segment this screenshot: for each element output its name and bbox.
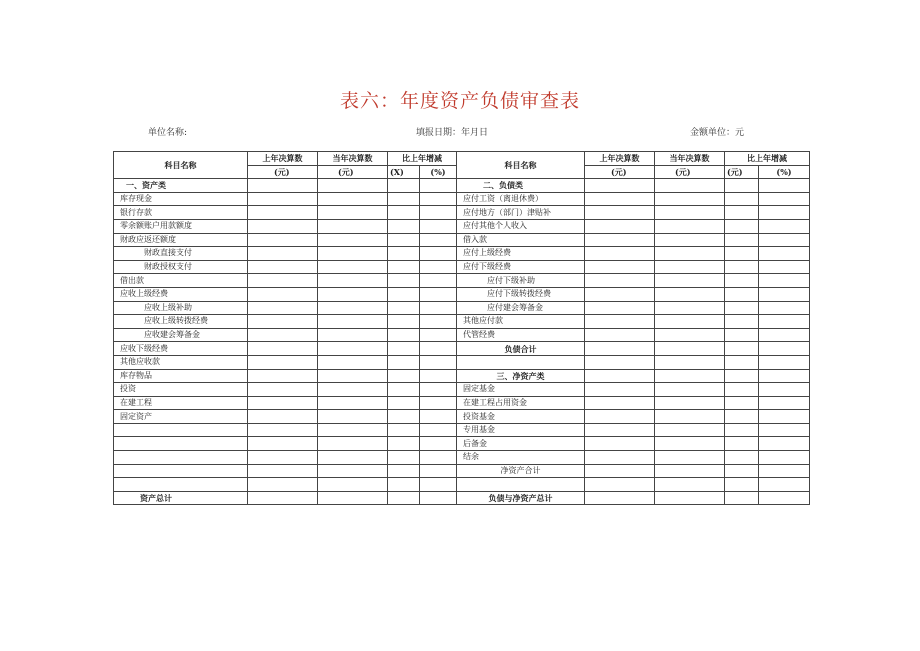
left-value-cell: [248, 233, 318, 247]
header-unit-yuan: (元): [585, 165, 655, 179]
right-subject-cell: [457, 355, 585, 369]
header-unit-yuan: (元): [318, 165, 388, 179]
right-value-cell: [759, 369, 810, 383]
table-row: [114, 274, 810, 288]
right-value-cell: [725, 410, 759, 424]
left-value-cell: [420, 355, 457, 369]
left-value-cell: [318, 383, 388, 397]
right-value-cell: [759, 437, 810, 451]
left-subject-cell: 资产总计: [114, 491, 248, 505]
left-value-cell: [318, 396, 388, 410]
left-value-cell: [388, 287, 420, 301]
left-value-cell: [388, 260, 420, 274]
left-value-cell: [388, 383, 420, 397]
right-value-cell: [655, 478, 725, 492]
left-value-cell: [388, 464, 420, 478]
right-value-cell: [655, 287, 725, 301]
left-value-cell: [318, 219, 388, 233]
left-value-cell: [248, 301, 318, 315]
left-value-cell: [248, 192, 318, 206]
header-unit-pct: (%): [420, 165, 457, 179]
right-value-cell: [725, 342, 759, 356]
left-value-cell: [388, 192, 420, 206]
left-value-cell: [318, 287, 388, 301]
left-subject-cell: 库存物品: [114, 369, 248, 383]
table-row: [114, 260, 810, 274]
left-value-cell: [388, 451, 420, 465]
left-value-cell: [420, 233, 457, 247]
left-value-cell: [248, 179, 318, 193]
left-value-cell: [388, 315, 420, 329]
left-value-cell: [420, 179, 457, 193]
left-value-cell: [318, 206, 388, 220]
left-value-cell: [248, 451, 318, 465]
left-value-cell: [388, 491, 420, 505]
left-value-cell: [248, 396, 318, 410]
right-value-cell: [725, 233, 759, 247]
left-value-cell: [318, 423, 388, 437]
left-subject-cell: 库存现金: [114, 192, 248, 206]
right-value-cell: [725, 328, 759, 342]
right-value-cell: [759, 219, 810, 233]
left-subject-cell: [114, 478, 248, 492]
table-row: [114, 233, 810, 247]
right-subject-cell: 其他应付款: [457, 315, 585, 329]
left-value-cell: [248, 437, 318, 451]
right-subject-cell: 二、负债类: [457, 179, 585, 193]
right-value-cell: [585, 355, 655, 369]
right-value-cell: [585, 410, 655, 424]
left-value-cell: [420, 328, 457, 342]
left-subject-cell: 应收建会筹备金: [114, 328, 248, 342]
right-value-cell: [585, 464, 655, 478]
left-value-cell: [248, 369, 318, 383]
unit-name-label: 单位名称:: [148, 128, 188, 138]
right-value-cell: [725, 179, 759, 193]
left-value-cell: [388, 301, 420, 315]
right-value-cell: [725, 369, 759, 383]
table-row: [114, 437, 810, 451]
right-value-cell: [655, 451, 725, 465]
table-row: [114, 383, 810, 397]
left-value-cell: [420, 437, 457, 451]
right-value-cell: [725, 491, 759, 505]
left-value-cell: [318, 260, 388, 274]
left-subject-cell: 借出款: [114, 274, 248, 288]
left-value-cell: [248, 383, 318, 397]
left-value-cell: [420, 410, 457, 424]
left-value-cell: [388, 423, 420, 437]
left-value-cell: [248, 274, 318, 288]
table-row: [114, 179, 810, 193]
left-subject-cell: 财政应返还额度: [114, 233, 248, 247]
table-row: [114, 192, 810, 206]
right-subject-cell: 净资产合计: [457, 464, 585, 478]
right-value-cell: [759, 396, 810, 410]
right-value-cell: [725, 464, 759, 478]
left-subject-cell: 一、资产类: [114, 179, 248, 193]
right-value-cell: [759, 491, 810, 505]
right-value-cell: [655, 192, 725, 206]
right-value-cell: [725, 247, 759, 261]
right-value-cell: [655, 396, 725, 410]
right-subject-cell: 应付下级经费: [457, 260, 585, 274]
table-row: [114, 410, 810, 424]
right-value-cell: [759, 274, 810, 288]
left-value-cell: [388, 355, 420, 369]
left-value-cell: [388, 179, 420, 193]
right-value-cell: [585, 219, 655, 233]
right-value-cell: [585, 247, 655, 261]
right-value-cell: [759, 301, 810, 315]
right-subject-cell: 三、净资产类: [457, 369, 585, 383]
left-value-cell: [420, 478, 457, 492]
left-value-cell: [318, 491, 388, 505]
right-value-cell: [759, 233, 810, 247]
left-value-cell: [248, 219, 318, 233]
left-value-cell: [318, 464, 388, 478]
right-subject-cell: 应付下级转拨经费: [457, 287, 585, 301]
left-value-cell: [388, 410, 420, 424]
left-value-cell: [388, 396, 420, 410]
table-row: [114, 491, 810, 505]
left-value-cell: [318, 478, 388, 492]
right-subject-cell: 在建工程占用资金: [457, 396, 585, 410]
right-value-cell: [585, 423, 655, 437]
right-value-cell: [725, 287, 759, 301]
right-value-cell: [585, 301, 655, 315]
left-subject-cell: [114, 451, 248, 465]
right-value-cell: [585, 491, 655, 505]
right-value-cell: [585, 451, 655, 465]
right-value-cell: [655, 233, 725, 247]
left-value-cell: [318, 192, 388, 206]
left-value-cell: [318, 274, 388, 288]
right-value-cell: [759, 315, 810, 329]
right-subject-cell: 应付建会筹备金: [457, 301, 585, 315]
right-value-cell: [759, 355, 810, 369]
right-value-cell: [655, 179, 725, 193]
right-value-cell: [585, 260, 655, 274]
right-value-cell: [585, 328, 655, 342]
right-subject-cell: 应付地方（部门）津贴补: [457, 206, 585, 220]
table-row: [114, 328, 810, 342]
right-value-cell: [725, 478, 759, 492]
right-value-cell: [585, 369, 655, 383]
right-value-cell: [725, 451, 759, 465]
left-subject-cell: [114, 437, 248, 451]
left-value-cell: [388, 478, 420, 492]
right-value-cell: [655, 491, 725, 505]
left-value-cell: [420, 423, 457, 437]
right-value-cell: [725, 206, 759, 220]
left-value-cell: [420, 342, 457, 356]
table-row: [114, 355, 810, 369]
right-subject-cell: 应付其他个人收入: [457, 219, 585, 233]
table-row: [114, 451, 810, 465]
header-subject-right: 科目名称: [457, 152, 585, 179]
right-value-cell: [585, 287, 655, 301]
right-value-cell: [655, 315, 725, 329]
left-value-cell: [318, 328, 388, 342]
left-value-cell: [318, 355, 388, 369]
left-value-cell: [420, 274, 457, 288]
left-value-cell: [318, 342, 388, 356]
left-value-cell: [388, 219, 420, 233]
right-subject-cell: 应付上级经费: [457, 247, 585, 261]
right-value-cell: [759, 192, 810, 206]
left-value-cell: [318, 410, 388, 424]
header-last-year-right: 上年决算数: [585, 152, 655, 166]
left-value-cell: [388, 247, 420, 261]
left-subject-cell: 应收上级转拨经费: [114, 315, 248, 329]
right-value-cell: [725, 315, 759, 329]
right-value-cell: [655, 342, 725, 356]
right-value-cell: [585, 383, 655, 397]
left-value-cell: [318, 315, 388, 329]
header-this-year-right: 当年决算数: [655, 152, 725, 166]
left-value-cell: [248, 206, 318, 220]
left-value-cell: [420, 315, 457, 329]
left-value-cell: [318, 451, 388, 465]
fill-date-label: 填报日期：年月日: [416, 128, 489, 138]
right-value-cell: [655, 328, 725, 342]
left-value-cell: [248, 491, 318, 505]
right-value-cell: [725, 192, 759, 206]
right-value-cell: [725, 383, 759, 397]
left-value-cell: [388, 437, 420, 451]
left-value-cell: [248, 342, 318, 356]
left-value-cell: [318, 301, 388, 315]
left-subject-cell: 应收上级经费: [114, 287, 248, 301]
right-subject-cell: [457, 478, 585, 492]
left-value-cell: [248, 355, 318, 369]
left-value-cell: [388, 233, 420, 247]
header-unit-pct: (%): [759, 165, 810, 179]
left-value-cell: [420, 301, 457, 315]
left-value-cell: [420, 287, 457, 301]
header-last-year-left: 上年决算数: [248, 152, 318, 166]
left-value-cell: [388, 206, 420, 220]
table-row: [114, 478, 810, 492]
left-value-cell: [318, 233, 388, 247]
right-value-cell: [759, 260, 810, 274]
left-subject-cell: 银行存款: [114, 206, 248, 220]
table-row: [114, 423, 810, 437]
table-row: [114, 206, 810, 220]
header-change-right: 比上年增减: [725, 152, 810, 166]
left-value-cell: [388, 369, 420, 383]
right-value-cell: [655, 260, 725, 274]
left-value-cell: [420, 451, 457, 465]
left-subject-cell: 财政直接支付: [114, 247, 248, 261]
right-value-cell: [655, 274, 725, 288]
left-value-cell: [420, 383, 457, 397]
right-value-cell: [759, 464, 810, 478]
left-subject-cell: 财政授权支付: [114, 260, 248, 274]
right-value-cell: [725, 437, 759, 451]
right-subject-cell: 后备金: [457, 437, 585, 451]
right-subject-cell: 负债与净资产总计: [457, 491, 585, 505]
right-value-cell: [759, 247, 810, 261]
right-value-cell: [759, 206, 810, 220]
left-value-cell: [420, 206, 457, 220]
table-row: [114, 287, 810, 301]
right-value-cell: [585, 478, 655, 492]
right-value-cell: [725, 423, 759, 437]
right-value-cell: [655, 301, 725, 315]
right-value-cell: [585, 179, 655, 193]
header-this-year-left: 当年决算数: [318, 152, 388, 166]
left-value-cell: [388, 274, 420, 288]
right-value-cell: [655, 410, 725, 424]
right-value-cell: [759, 287, 810, 301]
right-value-cell: [759, 410, 810, 424]
table-row: [114, 369, 810, 383]
left-value-cell: [248, 410, 318, 424]
right-value-cell: [585, 206, 655, 220]
left-value-cell: [248, 315, 318, 329]
right-value-cell: [585, 437, 655, 451]
left-subject-cell: 其他应收款: [114, 355, 248, 369]
left-value-cell: [248, 464, 318, 478]
left-subject-cell: 零余额账户用款额度: [114, 219, 248, 233]
header-unit-x: (X): [388, 165, 420, 179]
right-value-cell: [759, 451, 810, 465]
right-value-cell: [585, 396, 655, 410]
left-value-cell: [248, 478, 318, 492]
right-value-cell: [759, 342, 810, 356]
right-subject-cell: 结余: [457, 451, 585, 465]
right-subject-cell: 固定基金: [457, 383, 585, 397]
table-row: [114, 464, 810, 478]
left-value-cell: [388, 342, 420, 356]
table-row: [114, 315, 810, 329]
right-value-cell: [655, 206, 725, 220]
right-value-cell: [725, 260, 759, 274]
right-value-cell: [655, 247, 725, 261]
table-row: [114, 247, 810, 261]
table-row: [114, 342, 810, 356]
right-value-cell: [725, 274, 759, 288]
right-value-cell: [655, 464, 725, 478]
page-title: 表六：年度资产负债审查表: [339, 90, 580, 112]
left-value-cell: [318, 437, 388, 451]
right-value-cell: [759, 383, 810, 397]
right-value-cell: [655, 219, 725, 233]
left-value-cell: [248, 328, 318, 342]
left-subject-cell: [114, 423, 248, 437]
left-value-cell: [388, 328, 420, 342]
header-unit-yuan: (元): [248, 165, 318, 179]
left-value-cell: [318, 179, 388, 193]
right-value-cell: [585, 342, 655, 356]
left-subject-cell: [114, 464, 248, 478]
header-unit-x: (元): [725, 165, 759, 179]
left-subject-cell: 应收上级补助: [114, 301, 248, 315]
right-value-cell: [655, 355, 725, 369]
left-value-cell: [248, 247, 318, 261]
right-value-cell: [655, 383, 725, 397]
table-row: [114, 219, 810, 233]
left-value-cell: [318, 369, 388, 383]
money-unit-label: 金额单位：元: [690, 128, 745, 138]
header-unit-yuan: (元): [655, 165, 725, 179]
right-value-cell: [759, 179, 810, 193]
right-value-cell: [759, 478, 810, 492]
left-value-cell: [420, 260, 457, 274]
right-subject-cell: 投资基金: [457, 410, 585, 424]
right-subject-cell: 专用基金: [457, 423, 585, 437]
right-subject-cell: 代管经费: [457, 328, 585, 342]
left-value-cell: [248, 260, 318, 274]
right-subject-cell: 负债合计: [457, 342, 585, 356]
right-subject-cell: 应付工资（离退休费）: [457, 192, 585, 206]
right-subject-cell: 应付下级补助: [457, 274, 585, 288]
left-value-cell: [420, 192, 457, 206]
right-value-cell: [585, 274, 655, 288]
header-change-left: 比上年增减: [388, 152, 457, 166]
left-subject-cell: 固定资产: [114, 410, 248, 424]
left-value-cell: [420, 396, 457, 410]
header-row-1: [114, 152, 810, 166]
left-value-cell: [248, 423, 318, 437]
right-value-cell: [655, 369, 725, 383]
right-subject-cell: 借入款: [457, 233, 585, 247]
left-value-cell: [318, 247, 388, 261]
left-subject-cell: 应收下级经费: [114, 342, 248, 356]
right-value-cell: [585, 315, 655, 329]
right-value-cell: [655, 423, 725, 437]
header-subject-left: 科目名称: [114, 152, 248, 179]
left-value-cell: [420, 247, 457, 261]
right-value-cell: [725, 301, 759, 315]
balance-sheet-table: [113, 151, 810, 505]
right-value-cell: [585, 192, 655, 206]
table-row: [114, 396, 810, 410]
right-value-cell: [725, 219, 759, 233]
table-row: [114, 301, 810, 315]
right-value-cell: [759, 423, 810, 437]
left-value-cell: [420, 464, 457, 478]
left-value-cell: [248, 287, 318, 301]
left-subject-cell: 在建工程: [114, 396, 248, 410]
right-value-cell: [655, 437, 725, 451]
left-subject-cell: 投资: [114, 383, 248, 397]
right-value-cell: [725, 396, 759, 410]
left-value-cell: [420, 491, 457, 505]
right-value-cell: [759, 328, 810, 342]
right-value-cell: [585, 233, 655, 247]
left-value-cell: [420, 219, 457, 233]
right-value-cell: [725, 355, 759, 369]
left-value-cell: [420, 369, 457, 383]
